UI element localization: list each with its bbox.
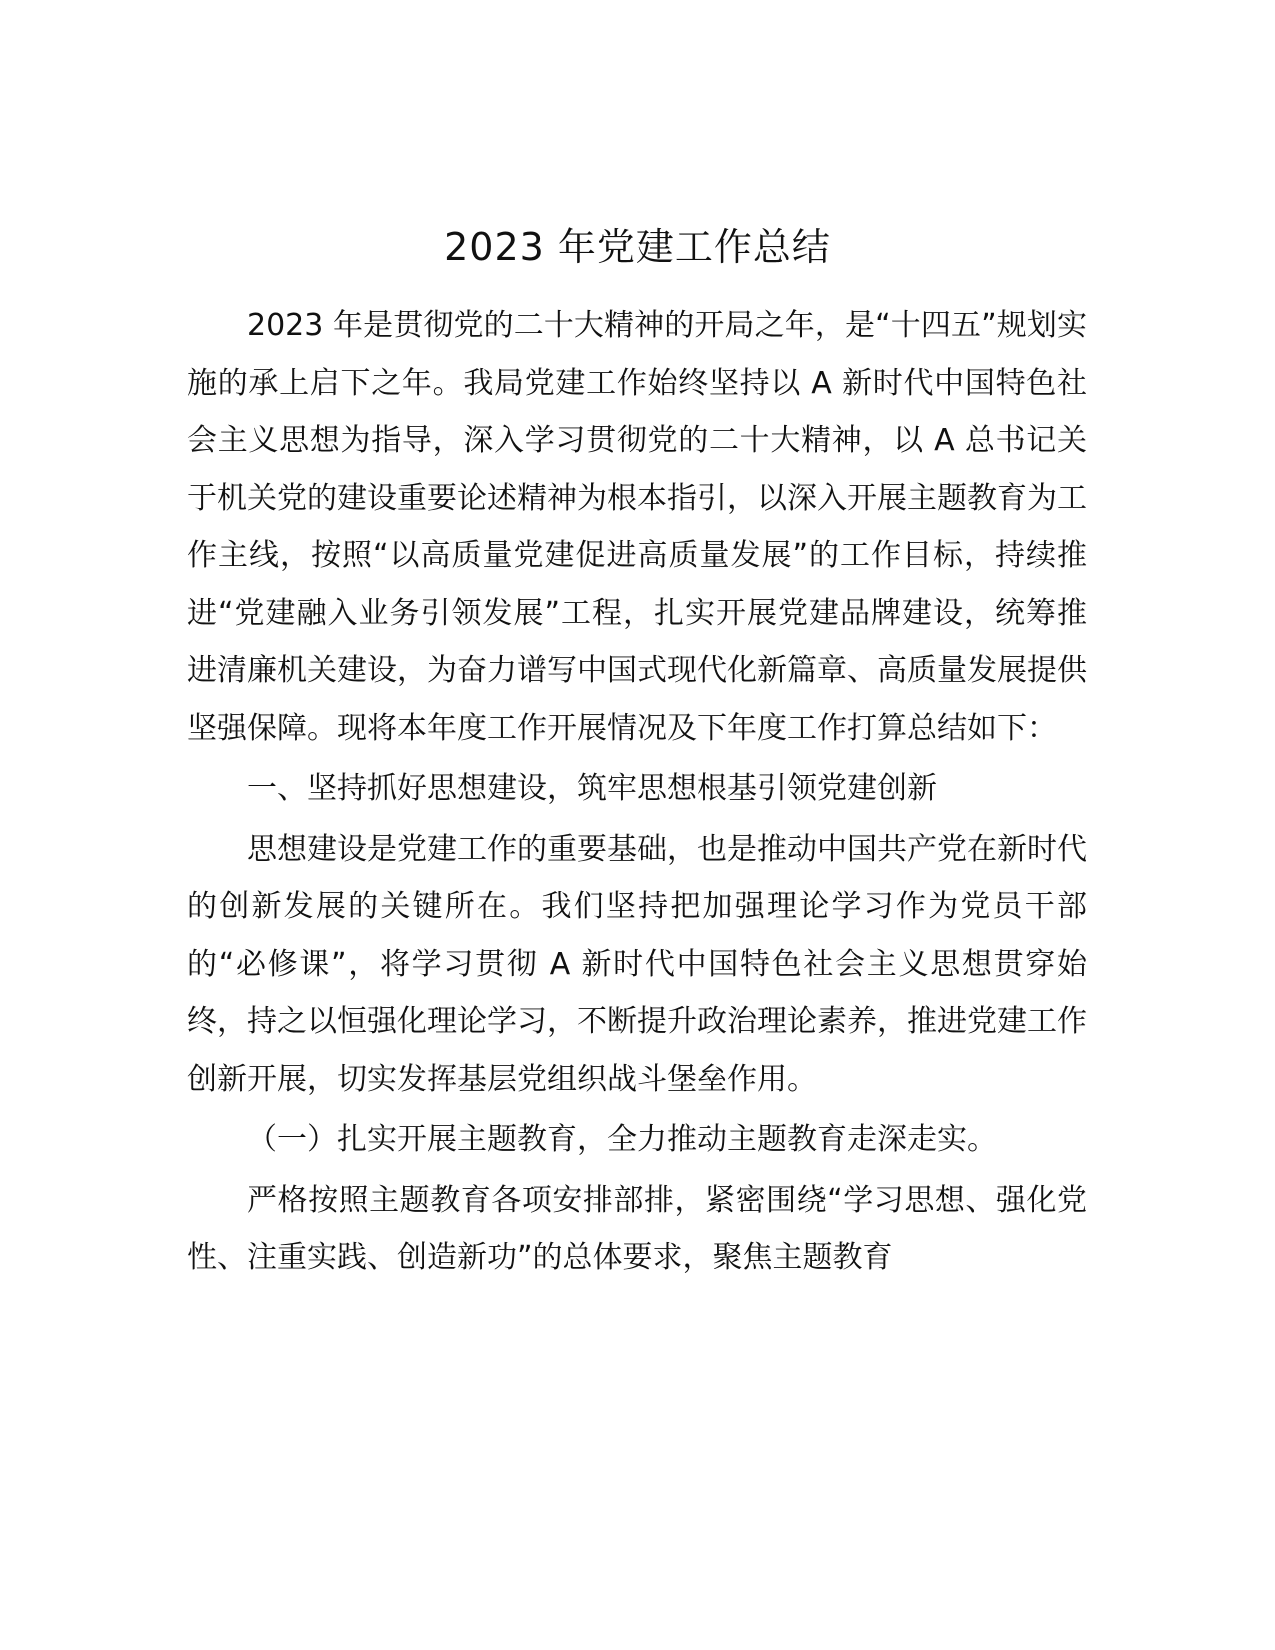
document-title: 2023 年党建工作总结 <box>444 225 831 269</box>
subsection-heading-1: （一）扎实开展主题教育，全力推动主题教育走深走实。 <box>247 1122 997 1157</box>
paragraph-intro: 2023 年是贯彻党的二十大精神的开局之年，是“十四五”规划实施的承上启下之年。我局党建工作始终坚持以 A 新时代中国特色社会主义思想为指导，深入学习贯彻党的二十大精神，以 A 总书记关于机关党的建设重要论述精神为根本指引，以深入开展主题教育为工作主线，按照“以高质量党建促进高质量发展”的工作目标，持续推进“党建融入业务引领发展”工程，扎实开展党建品牌建设，统筹推进清廉机关建设，为奋力谱写中国式现代化新篇章、高质量发展提供坚强保障。现将本年度工作开展情况及下年度工作打算总结如下： <box>187 308 1087 746</box>
paragraph-theme-education: 严格按照主题教育各项安排部排，紧密围绕“学习思想、强化党性、注重实践、创造新功”的总体要求，聚焦主题教育 <box>187 1182 1087 1275</box>
section-heading-1: 一、坚持抓好思想建设，筑牢思想根基引领党建创新 <box>247 771 937 806</box>
paragraph-thought-building: 思想建设是党建工作的重要基础，也是推动中国共产党在新时代的创新发展的关键所在。我们坚持把加强理论学习作为党员干部的“必修课”，将学习贯彻 A 新时代中国特色社会主义思想贯穿始终，持之以恒强化理论学习，不断提升政治理论素养，推进党建工作创新开展，切实发挥基层党组织战斗堡垒作用。 <box>187 831 1087 1097</box>
document-body <box>187 297 1087 1287</box>
